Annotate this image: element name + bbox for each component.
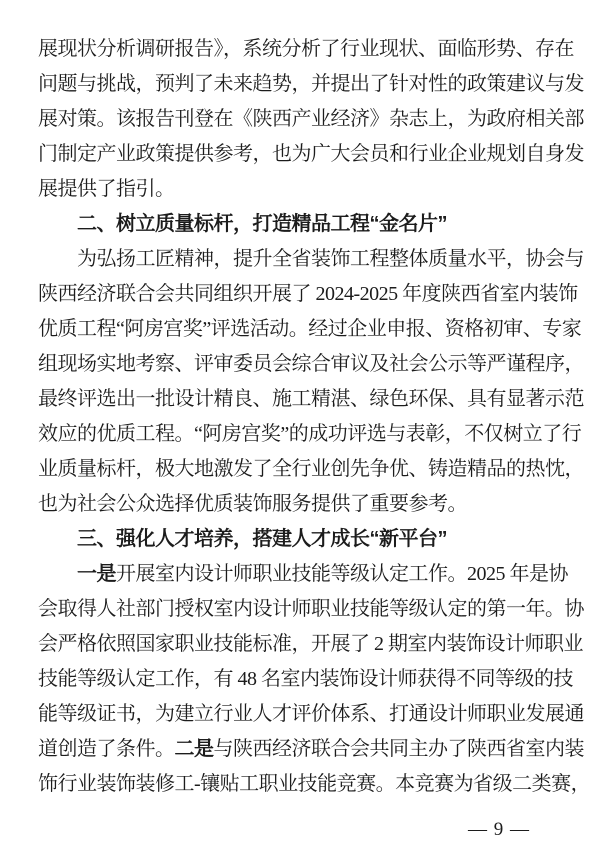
text-line: 陕西经济联合会共同组织开展了 2024-2025 年度陕西省室内装饰 xyxy=(38,283,578,305)
text-line xyxy=(38,732,584,767)
emphasis-second-item: 二是 xyxy=(174,738,214,760)
page-number: — 9 — xyxy=(468,819,530,840)
text-line: 能等级证书，为建立行业人才评价体系、打通设计师职业发展通 xyxy=(38,703,584,725)
text-run: 开展室内设计师职业技能等级认定工作。2025 年是协 xyxy=(116,563,568,585)
text-line: 展提供了指引。 xyxy=(38,178,175,200)
text-line: 优质工程“阿房宫奖”评选活动。经过企业申报、资格初审、专家 xyxy=(38,318,582,340)
text-run: 道创造了条件。 xyxy=(38,738,175,760)
text-line: 饰行业装饰装修工-镶贴工职业技能竞赛。本竞赛为省级二类赛， xyxy=(38,773,591,795)
text-line: 会取得人社部门授权室内设计师职业技能等级认定的第一年。协 xyxy=(38,598,584,620)
section-heading-quality: 二、树立质量标杆，打造精品工程“金名片” xyxy=(77,213,447,235)
text-line: 门制定产业政策提供参考，也为广大会员和行业企业规划自身发 xyxy=(38,143,584,165)
text-line xyxy=(38,557,580,592)
emphasis-first-item: 一是 xyxy=(77,563,116,585)
text-line: 展现状分析调研报告》，系统分析了行业现状、面临形势、存在 xyxy=(38,38,574,60)
text-line: 问题与挑战，预判了未来趋势，并提出了针对性的政策建议与发 xyxy=(38,73,584,95)
text-line: 效应的优质工程。“阿房宫奖”的成功评选与表彰，不仅树立了行 xyxy=(38,423,582,445)
text-line: 业质量标杆，极大地激发了全行业创先争优、铸造精品的热忱， xyxy=(38,458,584,480)
text-line: 为弘扬工匠精神，提升全省装饰工程整体质量水平，协会与 xyxy=(77,248,584,270)
text-line: 也为社会公众选择优质装饰服务提供了重要参考。 xyxy=(38,493,467,515)
text-line: 展对策。该报告刊登在《陕西产业经济》杂志上，为政府相关部 xyxy=(38,108,584,130)
section-heading-talent: 三、强化人才培养，搭建人才成长“新平台” xyxy=(77,528,447,550)
text-line: 会严格依照国家职业技能标准，开展了 2 期室内装饰设计师职业 xyxy=(38,633,583,655)
text-run: 与陕西经济联合会共同主办了陕西省室内装 xyxy=(213,738,584,760)
document-body xyxy=(38,32,591,802)
text-line: 最终评选出一批设计精良、施工精湛、绿色环保、具有显著示范 xyxy=(38,388,584,410)
text-line: 组现场实地考察、评审委员会综合审议及社会公示等严谨程序， xyxy=(38,353,584,375)
text-line: 技能等级认定工作，有 48 名室内装饰设计师获得不同等级的技 xyxy=(38,668,573,690)
